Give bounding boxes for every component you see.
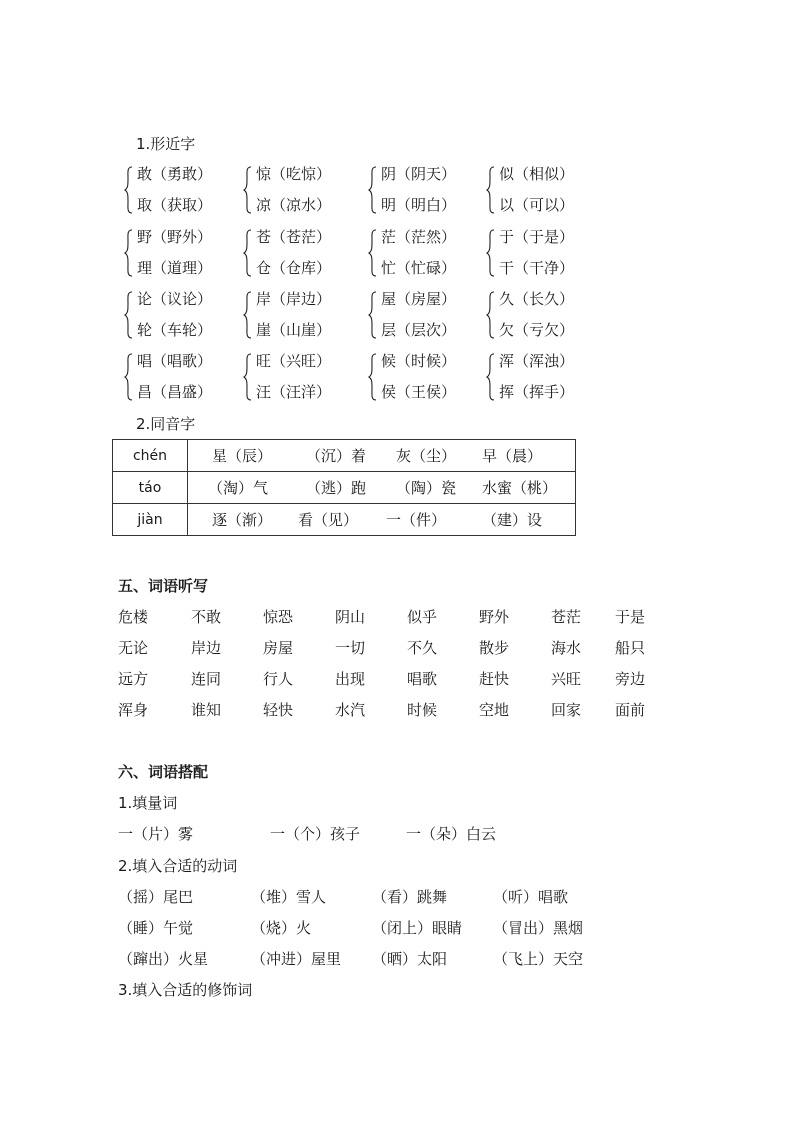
dictation-word: 野外 [479, 608, 510, 626]
similar-pair [486, 164, 596, 220]
similar-pair [243, 289, 353, 345]
similar-word: 取（获取） [137, 196, 213, 214]
left-brace-icon [124, 353, 132, 401]
similar-pair [368, 289, 478, 345]
similar-pair [368, 164, 478, 220]
similar-word: 论（议论） [137, 290, 213, 308]
verb-phrase: （看）跳舞 [372, 888, 448, 906]
similar-word: 候（时候） [381, 352, 457, 370]
verb-phrase: （飞上）天空 [493, 950, 584, 968]
left-brace-icon [486, 291, 494, 339]
similar-word: 茫（茫然） [381, 228, 457, 246]
dictation-word: 惊恐 [263, 608, 294, 626]
dictation-word: 出现 [335, 670, 366, 688]
similar-word: 仓（仓库） [256, 259, 332, 277]
verb-phrase: （晒）太阳 [372, 950, 448, 968]
similar-pair [243, 164, 353, 220]
dictation-word: 岸边 [191, 639, 222, 657]
dictation-word: 海水 [551, 639, 582, 657]
pinyin-cell: jiàn [113, 504, 188, 536]
dictation-word: 不敢 [191, 608, 222, 626]
dictation-word: 行人 [263, 670, 294, 688]
left-brace-icon [243, 229, 251, 277]
word: （淘）气 [208, 479, 269, 497]
dictation-word: 危楼 [118, 608, 149, 626]
dictation-word: 水汽 [335, 701, 366, 719]
similar-word: 岸（岸边） [256, 290, 332, 308]
similar-word: 苍（苍茫） [256, 228, 332, 246]
measure-item: 一（朵）白云 [406, 825, 497, 843]
word: （建）设 [482, 511, 543, 529]
similar-word: 敢（勇敢） [137, 165, 213, 183]
measure-item: 一（个）孩子 [270, 825, 361, 843]
dictation-word: 兴旺 [551, 670, 582, 688]
words-cell [188, 472, 576, 504]
word: 早（晨） [482, 447, 543, 465]
verb-heading: 2.填入合适的动词 [118, 857, 238, 875]
left-brace-icon [368, 291, 376, 339]
dictation-word: 回家 [551, 701, 582, 719]
similar-word: 明（明白） [381, 196, 457, 214]
table-row [113, 440, 576, 472]
measure-heading: 1.填量词 [118, 794, 178, 812]
verb-phrase: （听）唱歌 [493, 888, 569, 906]
similar-word: 浑（浑浊） [499, 352, 575, 370]
similar-pair [368, 351, 478, 407]
similar-pair [124, 351, 234, 407]
table-row [113, 504, 576, 536]
dictation-word: 船只 [615, 639, 646, 657]
similar-pair [124, 289, 234, 345]
word: （陶）瓷 [396, 479, 457, 497]
word: （逃）跑 [306, 479, 367, 497]
word: 一（件） [386, 511, 447, 529]
verb-phrase: （冲进）屋里 [251, 950, 342, 968]
verb-phrase: （堆）雪人 [251, 888, 327, 906]
dictation-word: 面前 [615, 701, 646, 719]
similar-pair [486, 227, 596, 283]
similar-word: 干（干净） [499, 259, 575, 277]
dictation-word: 无论 [118, 639, 149, 657]
dictation-word: 房屋 [263, 639, 294, 657]
word: 逐（渐） [212, 511, 273, 529]
left-brace-icon [124, 291, 132, 339]
verb-phrase: （蹿出）火星 [118, 950, 209, 968]
similar-word: 轮（车轮） [137, 321, 213, 339]
similar-pair [486, 351, 596, 407]
similar-word: 理（道理） [137, 259, 213, 277]
left-brace-icon [124, 229, 132, 277]
similar-word: 汪（汪洋） [256, 383, 332, 401]
dictation-word: 浑身 [118, 701, 149, 719]
dictation-word: 似乎 [407, 608, 438, 626]
dictation-word: 远方 [118, 670, 149, 688]
similar-pair [486, 289, 596, 345]
word: 水蜜（桃） [482, 479, 558, 497]
word: 灰（尘） [396, 447, 457, 465]
dictation-word: 唱歌 [407, 670, 438, 688]
similar-pair [243, 351, 353, 407]
similar-word: 似（相似） [499, 165, 575, 183]
similar-word: 唱（唱歌） [137, 352, 213, 370]
similar-word: 屋（房屋） [381, 290, 457, 308]
verb-phrase: （冒出）黑烟 [493, 919, 584, 937]
pinyin-cell: táo [113, 472, 188, 504]
similar-word: 昌（昌盛） [137, 383, 213, 401]
dictation-word: 时候 [407, 701, 438, 719]
dictation-word: 于是 [615, 608, 646, 626]
similar-pair [368, 227, 478, 283]
similar-word: 阴（阴天） [381, 165, 457, 183]
verb-phrase: （闭上）眼睛 [372, 919, 463, 937]
similar-word: 忙（忙碌） [381, 259, 457, 277]
homophone-heading: 2.同音字 [136, 415, 196, 433]
dictation-word: 苍茫 [551, 608, 582, 626]
dictation-word: 赶快 [479, 670, 510, 688]
pinyin-cell: chén [113, 440, 188, 472]
verb-phrase: （睡）午觉 [118, 919, 194, 937]
similar-word: 以（可以） [499, 196, 575, 214]
table-row [113, 472, 576, 504]
similar-word: 挥（挥手） [499, 383, 575, 401]
left-brace-icon [243, 291, 251, 339]
dictation-word: 轻快 [263, 701, 294, 719]
similar-word: 凉（凉水） [256, 196, 332, 214]
left-brace-icon [243, 353, 251, 401]
dictation-word: 空地 [479, 701, 510, 719]
similar-word: 崖（山崖） [256, 321, 332, 339]
left-brace-icon [368, 353, 376, 401]
words-cell [188, 504, 576, 536]
homophone-table [112, 439, 576, 536]
dictation-word: 一切 [335, 639, 366, 657]
measure-item: 一（片）雾 [118, 825, 194, 843]
word: 星（辰） [212, 447, 273, 465]
left-brace-icon [124, 166, 132, 214]
dictation-word: 阴山 [335, 608, 366, 626]
dictation-word: 散步 [479, 639, 510, 657]
left-brace-icon [368, 229, 376, 277]
dictation-word: 谁知 [191, 701, 222, 719]
similar-word: 于（于是） [499, 228, 575, 246]
verb-phrase: （烧）火 [251, 919, 312, 937]
verb-phrase: （摇）尾巴 [118, 888, 194, 906]
left-brace-icon [368, 166, 376, 214]
similar-word: 久（长久） [499, 290, 575, 308]
similar-pair [124, 227, 234, 283]
dictation-word: 旁边 [615, 670, 646, 688]
dictation-word: 连同 [191, 670, 222, 688]
words-cell [188, 440, 576, 472]
left-brace-icon [486, 229, 494, 277]
left-brace-icon [243, 166, 251, 214]
left-brace-icon [486, 353, 494, 401]
similar-word: 野（野外） [137, 228, 213, 246]
matching-heading: 六、词语搭配 [118, 763, 209, 781]
modifier-heading: 3.填入合适的修饰词 [118, 981, 253, 999]
similar-pair [124, 164, 234, 220]
similar-word: 旺（兴旺） [256, 352, 332, 370]
similar-word: 层（层次） [381, 321, 457, 339]
similar-word: 侯（王侯） [381, 383, 457, 401]
similar-word: 惊（吃惊） [256, 165, 332, 183]
similar-heading: 1.形近字 [136, 135, 196, 153]
dictation-heading: 五、词语听写 [118, 577, 209, 595]
dictation-word: 不久 [407, 639, 438, 657]
word: （沉）着 [306, 447, 367, 465]
similar-word: 欠（亏欠） [499, 321, 575, 339]
left-brace-icon [486, 166, 494, 214]
word: 看（见） [298, 511, 359, 529]
similar-pair [243, 227, 353, 283]
